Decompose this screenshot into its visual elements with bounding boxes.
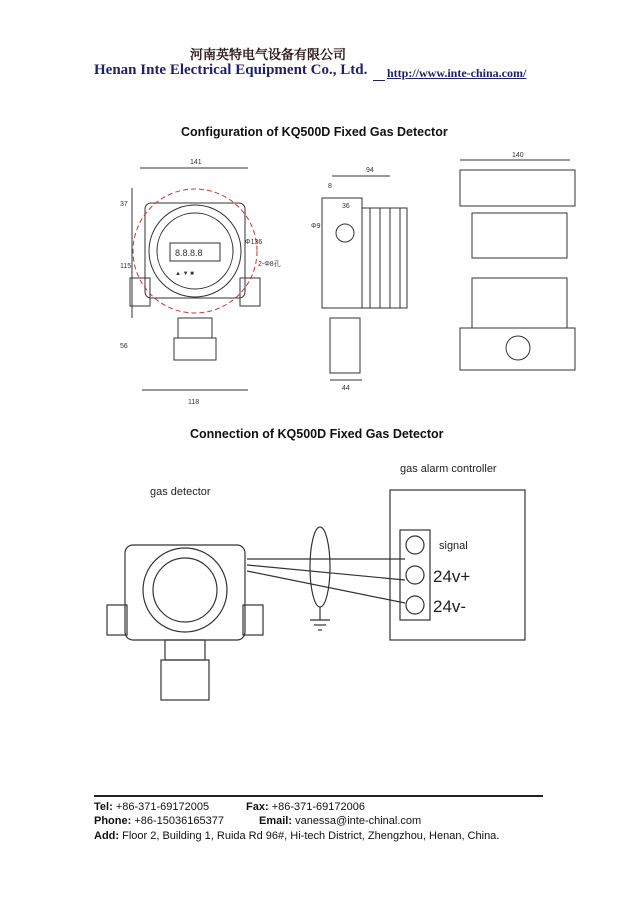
footer-phone <box>94 815 224 827</box>
detector-mount-left <box>107 605 127 635</box>
dim-top-width: 140 <box>512 152 524 159</box>
dim-side-small: 36 <box>342 203 350 210</box>
cable-shield <box>310 527 330 607</box>
dim-front-width: 141 <box>190 159 202 166</box>
dim-front-bottom: 118 <box>188 399 200 406</box>
detector-sensor-head <box>161 660 209 700</box>
front-sensor-head <box>174 338 216 360</box>
address-value: Floor 2, Building 1, Ruida Rd 96#, Hi-tech District, Zhengzhou, Henan, China. <box>122 830 500 842</box>
footer-email <box>259 815 421 827</box>
phone-label: Phone: <box>94 815 132 827</box>
email-value[interactable]: vanessa@inte-chinal.com <box>295 815 422 827</box>
dim-front-lower: 56 <box>120 343 128 350</box>
top-base <box>460 328 575 370</box>
footer-fax <box>246 801 365 813</box>
terminal-label-24v-positive: 24v+ <box>433 567 471 586</box>
address-label: Add: <box>94 830 120 842</box>
dim-side-depth: 94 <box>366 167 374 174</box>
terminal-screw-24v-positive <box>406 566 424 584</box>
detector-cable-gland <box>165 640 205 660</box>
power-positive-wire <box>247 565 405 580</box>
front-cable-gland <box>178 318 212 338</box>
dim-front-height: 115 <box>120 263 132 270</box>
configuration-title: Configuration of KQ500D Fixed Gas Detector <box>181 125 448 139</box>
company-url-link[interactable]: http://www.inte-china.com/ <box>387 66 527 80</box>
footer-address <box>94 830 499 842</box>
terminal-screw-signal <box>406 536 424 554</box>
wiring-diagram <box>95 455 535 730</box>
dim-side-base: 44 <box>342 385 350 392</box>
display-digits: 8.8.8.8 <box>175 248 203 258</box>
detector-label: gas detector <box>150 486 211 498</box>
dim-side-top: 8 <box>328 183 332 190</box>
terminal-label-signal: signal <box>439 540 468 552</box>
phone-value: +86-15036165377 <box>134 815 224 827</box>
tel-label: Tel: <box>94 801 113 813</box>
terminal-label-24v-negative: 24v- <box>433 597 467 616</box>
side-sensor-head <box>330 318 360 373</box>
controller-box <box>390 490 525 640</box>
dim-front-top: 37 <box>120 201 128 208</box>
top-port-circle <box>506 336 530 360</box>
fax-label: Fax: <box>246 801 269 813</box>
detector-outer-circle <box>143 548 227 632</box>
configuration-drawing <box>100 148 600 410</box>
company-name-english: Henan Inte Electrical Equipment Co., Ltd. <box>94 62 368 78</box>
tel-value: +86-371-69172005 <box>115 801 210 813</box>
fax-value: +86-371-69172006 <box>271 801 365 813</box>
footer-rule <box>94 795 543 797</box>
detector-mount-right <box>243 605 263 635</box>
company-name-chinese: 河南英特电气设备有限公司 <box>190 48 347 63</box>
header-rule <box>373 80 385 81</box>
side-thread-hole <box>336 224 354 242</box>
side-body <box>322 198 362 308</box>
terminal-block <box>400 530 430 620</box>
detector-inner-circle <box>153 558 217 622</box>
terminal-screw-24v-negative <box>406 596 424 614</box>
top-upper-body <box>472 213 567 258</box>
controller-label: gas alarm controller <box>400 463 497 475</box>
email-label: Email: <box>259 815 293 827</box>
connection-title: Connection of KQ500D Fixed Gas Detector <box>190 427 444 441</box>
front-mount-left <box>130 278 150 306</box>
dim-side-thread: Φ9 <box>311 223 321 230</box>
dim-bore: Φ136 <box>245 239 263 246</box>
footer-tel <box>94 801 209 813</box>
dim-mount-hole: 2-Φ8孔 <box>258 261 281 268</box>
top-lid <box>460 170 575 206</box>
top-lower-body <box>472 278 567 328</box>
display-buttons: ▲ ▼ ■ <box>175 271 194 277</box>
front-mount-right <box>240 278 260 306</box>
